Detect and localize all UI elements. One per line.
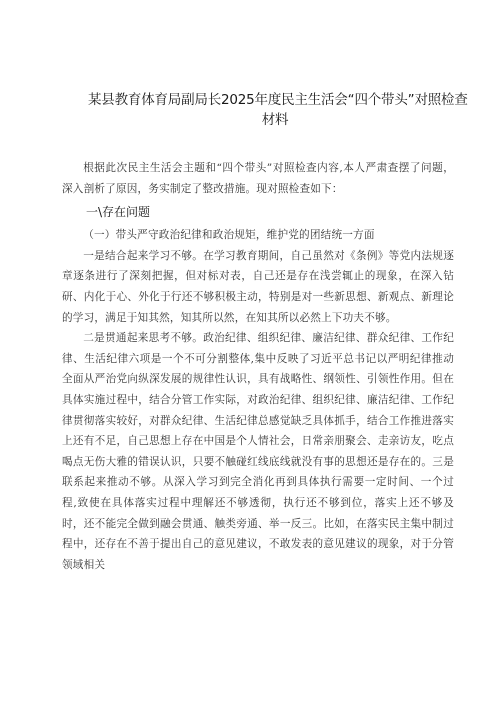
section-heading-problems: 一\存在问题 (86, 205, 151, 220)
subsection-heading: （一）带头严守政治纪律和政治规矩，维护党的团结统一方面 (83, 229, 375, 242)
title-line-2: 材料 (261, 112, 289, 128)
document-title (70, 90, 470, 130)
intro-paragraph: 根据此次民主生活会主题和“四个带头”对照检查内容,本人严肃查摆了问题，深入剖析了原因，务实制定了整改措施。现对照检查如下： (62, 162, 454, 195)
body-paragraph-2: 二是贯通起来思考不够。政治纪律、组织纪律、廉洁纪律、群众纪律、工作纪律、生活纪律六项是一个不可分割整体,集中反映了习近平总书记以严明纪律推动全面从严治党向纵深发展的规律性认识，具有战略性、纲领性、引领性作用。但在具体实施过程中，结合分管工作实际，对政治纪律、组织纪律、廉洁纪律、工作纪律贯彻落实较好，对群众纪律、生活纪律总感觉缺乏具体抓手，结合工作推进落实上还有不足，自己思想上存在中国是个人情社会，日常亲朋聚会、走亲访友，吃点喝点无伤大雅的错误认识，只要不触碰红线底线就没有事的思想还是存在的。三是联系起来推动不够。从深入学习到完全消化再到具体执行需要一定时间、一个过程,致使在具体落实过程中理解还不够透彻，执行还不够到位，落实上还不够及时，还不能完全做到融会贯通、触类旁通、举一反三。比如，在落实民主集中制过程中，还存在不善于提出自己的意见建议，不敢发表的意见建议的现象，对于分管领域相关 (62, 332, 454, 571)
body-paragraph-1: 一是结合起来学习不够。在学习教育期间，自己虽然对《条例》等党内法规逐章逐条进行了深刻把握，但对标对表，自己还是存在浅尝辄止的现象，在深入钻研、内化于心、外化于行还不够积极主动，特别是对一些新思想、新观点、新理论的学习，满足于知其然，知其所以然，在知其所以必然上下功夫不够。 (62, 249, 454, 324)
title-line-1: 某县教育体育局副局长2025年度民主生活会“四个带头”对照检查 (88, 92, 468, 108)
document-body (62, 158, 454, 575)
